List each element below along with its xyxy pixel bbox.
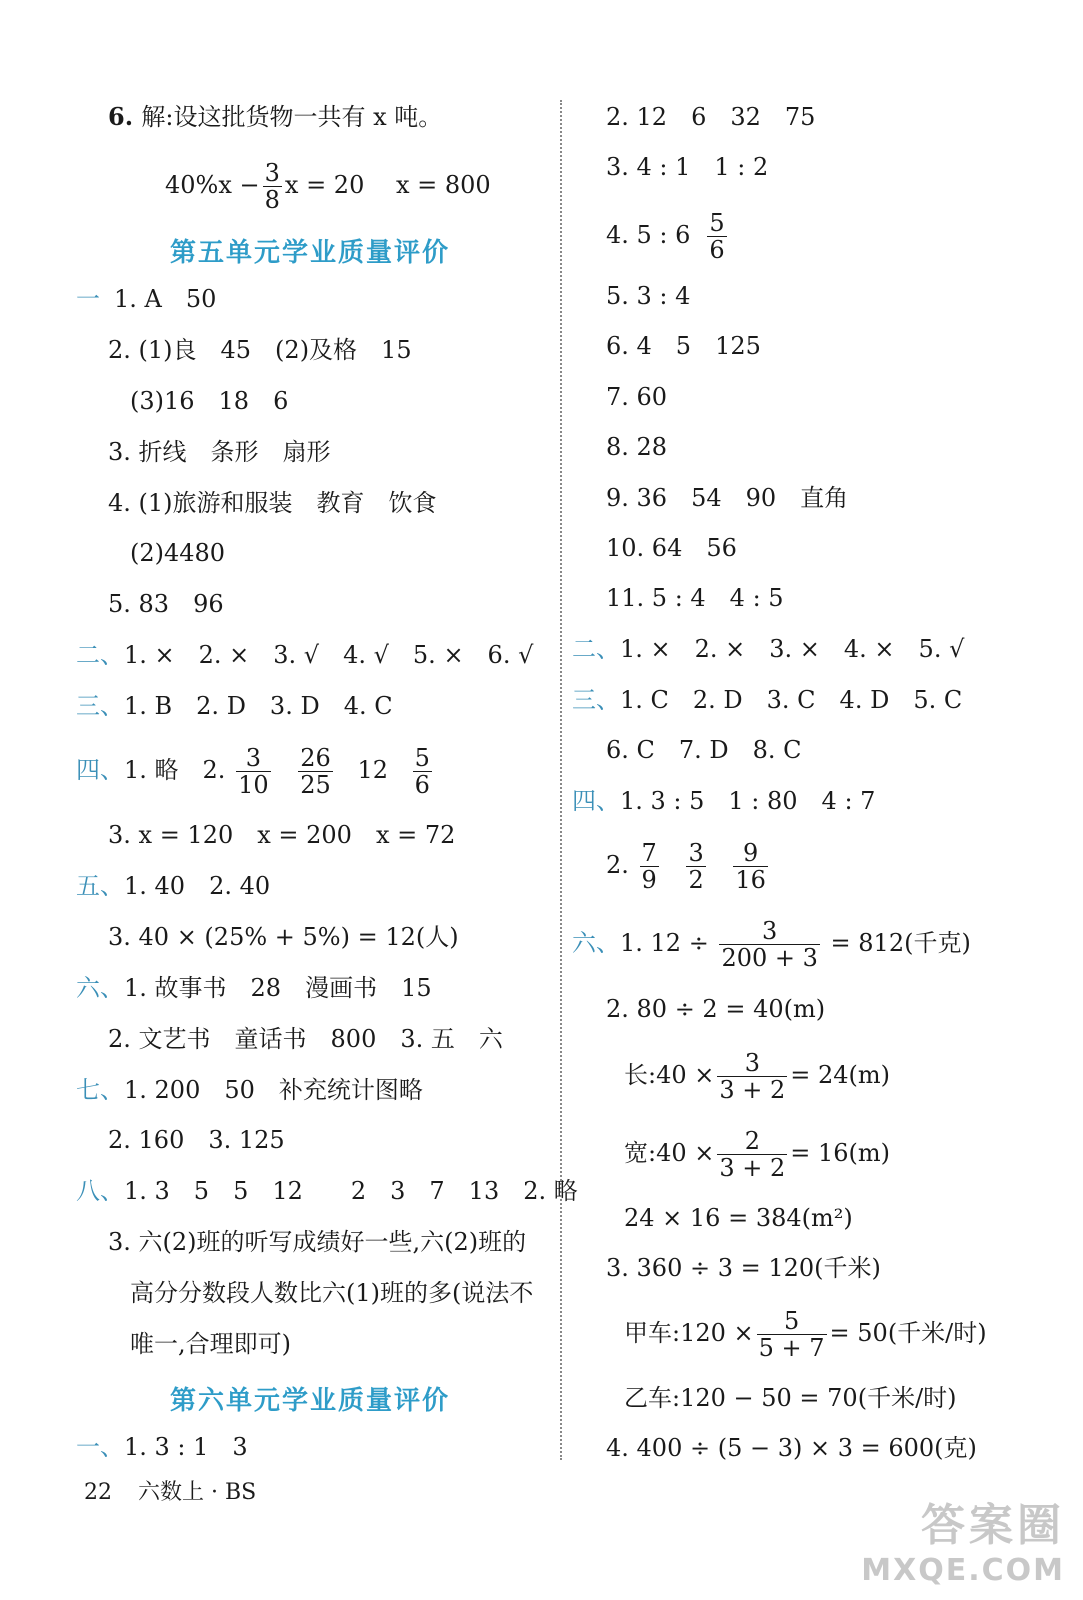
u6-section-mark-1: 一、 <box>76 1433 124 1461</box>
q2b-a: 宽:40 × <box>624 1139 715 1167</box>
q2a-num: 3 <box>717 1050 787 1077</box>
s5-r1-text: 1. 40 2. 40 <box>124 872 271 900</box>
s4-f2-den: 25 <box>300 771 331 799</box>
q1-b: = 812(千克) <box>830 929 971 957</box>
s7-r1-text: 1. 200 50 补充统计图略 <box>124 1076 423 1104</box>
q6-number: 6. <box>108 102 142 131</box>
unit6-title: 第六单元学业质量评价 <box>170 1386 451 1416</box>
q3a-den: 5 + 7 <box>758 1334 825 1362</box>
q6-eq-b: x = 20 x = 800 <box>284 171 491 199</box>
q1-fraction <box>719 918 819 971</box>
s1-row1 <box>76 284 216 314</box>
s7-row2: 2. 160 3. 125 <box>108 1126 285 1154</box>
right-s4-r2-label: 2. <box>606 851 629 879</box>
right-s6-q2: 2. 80 ÷ 2 = 40(m) <box>606 995 826 1023</box>
right-s4-frac-2 <box>686 840 705 893</box>
right-row11: 11. 5 : 4 4 : 5 <box>606 584 784 612</box>
s4-frac-2 <box>298 745 333 798</box>
s4-row2: 3. x = 120 x = 200 x = 72 <box>108 821 456 849</box>
right-row9: 9. 36 54 90 直角 <box>606 484 849 512</box>
s4-row1 <box>76 745 435 798</box>
right-section-mark-2: 二、 <box>572 635 620 663</box>
section-mark-7: 七、 <box>76 1076 124 1104</box>
s6-row1 <box>76 973 432 1003</box>
right-s2-text: 1. × 2. × 3. × 4. × 5. √ <box>620 635 965 663</box>
page-number: 22 <box>84 1480 112 1505</box>
q3a-num: 5 <box>757 1308 827 1335</box>
section-mark-4: 四、 <box>76 756 124 784</box>
right-row6: 6. 4 5 125 <box>606 332 761 360</box>
rs4-f1-num: 7 <box>641 839 657 867</box>
right-row4 <box>606 210 730 263</box>
u6-s1-row <box>76 1432 248 1462</box>
r4-text: 4. 5 : 6 <box>606 221 691 249</box>
right-s3-row1 <box>572 685 962 715</box>
right-s3-r1-text: 1. C 2. D 3. C 4. D 5. C <box>620 686 963 714</box>
s8-row1 <box>76 1176 578 1206</box>
s5-row1 <box>76 871 270 901</box>
q2b-den: 3 + 2 <box>719 1154 786 1182</box>
watermark-text: 答案圈 <box>921 1500 1065 1551</box>
s4-frac-3 <box>413 745 432 798</box>
s4-r1-text: 1. 略 2. <box>124 756 226 784</box>
right-s3-row2: 6. C 7. D 8. C <box>606 736 802 764</box>
right-s4-row2 <box>606 840 771 893</box>
right-s4-row1 <box>572 786 875 816</box>
s4-f3-num: 5 <box>414 744 430 772</box>
s1-row5: 4. (1)旅游和服装 教育 饮食 <box>108 489 437 517</box>
r4-num: 5 <box>709 209 725 237</box>
watermark-url: MXQE.COM <box>861 1553 1065 1588</box>
right-s6-q4: 4. 400 ÷ (5 − 3) × 3 = 600(克) <box>606 1434 977 1462</box>
section-mark-8: 八、 <box>76 1177 124 1205</box>
right-s6-q3: 3. 360 ÷ 3 = 120(千米) <box>606 1254 881 1282</box>
right-s6-q3a <box>624 1308 987 1361</box>
right-row7: 7. 60 <box>606 383 668 411</box>
s3-row <box>76 691 393 721</box>
book-label: 六数上 · BS <box>138 1480 257 1505</box>
r4-den: 6 <box>709 236 725 264</box>
right-row2: 2. 12 6 32 75 <box>606 103 816 131</box>
section-mark-6: 六、 <box>76 974 124 1002</box>
q3a-a: 甲车:120 × <box>624 1319 754 1347</box>
right-s6-q2b <box>624 1128 890 1181</box>
s7-row1 <box>76 1075 423 1105</box>
s1-row3: (3)16 18 6 <box>130 387 289 415</box>
s3-text: 1. B 2. D 3. D 4. C <box>124 692 393 720</box>
rs4-f3-den: 16 <box>735 866 766 894</box>
s8-row2: 3. 六(2)班的听写成绩好一些,六(2)班的 <box>108 1228 527 1256</box>
rs4-f2-den: 2 <box>688 866 704 894</box>
q2a-a: 长:40 × <box>624 1061 715 1089</box>
s1-row7: 5. 83 96 <box>108 590 224 618</box>
s1-row2: 2. (1)良 45 (2)及格 15 <box>108 336 412 364</box>
q6-fraction <box>263 160 282 213</box>
s4-mid: 12 <box>357 756 388 784</box>
q3a-fraction <box>757 1308 827 1361</box>
right-s4-frac-1 <box>640 840 659 893</box>
right-section-mark-6: 六、 <box>572 929 620 957</box>
section-mark-2: 二、 <box>76 641 124 669</box>
q6-eq-a: 40%x − <box>165 171 260 199</box>
s4-f2-num: 26 <box>300 744 331 772</box>
right-s6-q2c: 24 × 16 = 384(m²) <box>624 1204 853 1232</box>
column-divider <box>560 100 562 1460</box>
q2a-den: 3 + 2 <box>719 1076 786 1104</box>
s5-row2: 3. 40 × (25% + 5%) = 12(人) <box>108 923 459 951</box>
s8-row3: 高分分数段人数比六(1)班的多(说法不 <box>130 1279 534 1307</box>
right-section-mark-3: 三、 <box>572 686 620 714</box>
right-s4-r1-text: 1. 3 : 5 1 : 80 4 : 7 <box>620 787 876 815</box>
q2a-b: = 24(m) <box>790 1061 891 1089</box>
s4-f3-den: 6 <box>414 771 430 799</box>
q1-a: 1. 12 ÷ <box>620 929 709 957</box>
unit5-title: 第五单元学业质量评价 <box>170 238 451 268</box>
q2b-b: = 16(m) <box>790 1139 891 1167</box>
section-mark-1: 一 <box>76 285 100 313</box>
right-s6-q3b: 乙车:120 − 50 = 70(千米/时) <box>624 1384 957 1412</box>
q2b-num: 2 <box>717 1128 787 1155</box>
q3a-b: = 50(千米/时) <box>829 1319 987 1347</box>
footer <box>84 1478 256 1508</box>
q2b-fraction <box>717 1128 787 1181</box>
s1-row4: 3. 折线 条形 扇形 <box>108 438 331 466</box>
s1-r1-text: 1. A 50 <box>114 285 217 313</box>
s6-r1-text: 1. 故事书 28 漫画书 15 <box>124 974 432 1002</box>
right-row5: 5. 3 : 4 <box>606 282 691 310</box>
rs4-f1-den: 9 <box>641 866 657 894</box>
right-s6-q1 <box>572 918 971 971</box>
r4-fraction <box>707 210 726 263</box>
left-q6-text: 解:设这批货物一共有 x 吨。 <box>141 103 443 131</box>
u6-s1-text: 1. 3 : 1 3 <box>124 1433 248 1461</box>
right-s6-q2a <box>624 1050 890 1103</box>
rs4-f2-num: 3 <box>688 839 704 867</box>
watermark <box>861 1489 1065 1588</box>
q1-den: 200 + 3 <box>721 944 818 972</box>
q6-frac-num: 3 <box>264 159 280 187</box>
q1-num: 3 <box>719 918 819 945</box>
s4-f1-num: 3 <box>236 745 271 772</box>
left-q6-equation <box>165 160 491 213</box>
left-q6-line <box>108 102 442 132</box>
s4-f1-den: 10 <box>238 771 269 799</box>
rs4-f3-num: 9 <box>733 840 768 867</box>
section-mark-3: 三、 <box>76 692 124 720</box>
s4-frac-1 <box>236 745 271 798</box>
s8-row4: 唯一,合理即可) <box>130 1330 291 1358</box>
right-row8: 8. 28 <box>606 433 668 461</box>
s2-row <box>76 640 533 670</box>
right-s4-frac-3 <box>733 840 768 893</box>
s2-text: 1. × 2. × 3. √ 4. √ 5. × 6. √ <box>124 641 534 669</box>
s8-r1-text: 1. 3 5 5 12 2 3 7 13 2. 略 <box>124 1177 578 1205</box>
s6-row2: 2. 文艺书 童话书 800 3. 五 六 <box>108 1025 503 1053</box>
right-section-mark-4: 四、 <box>572 787 620 815</box>
section-mark-5: 五、 <box>76 872 124 900</box>
right-s2-row <box>572 634 964 664</box>
q6-frac-den: 8 <box>264 186 280 214</box>
right-row3: 3. 4 : 1 1 : 2 <box>606 153 769 181</box>
right-row10: 10. 64 56 <box>606 534 737 562</box>
s1-row6: (2)4480 <box>130 539 226 567</box>
q2a-fraction <box>717 1050 787 1103</box>
